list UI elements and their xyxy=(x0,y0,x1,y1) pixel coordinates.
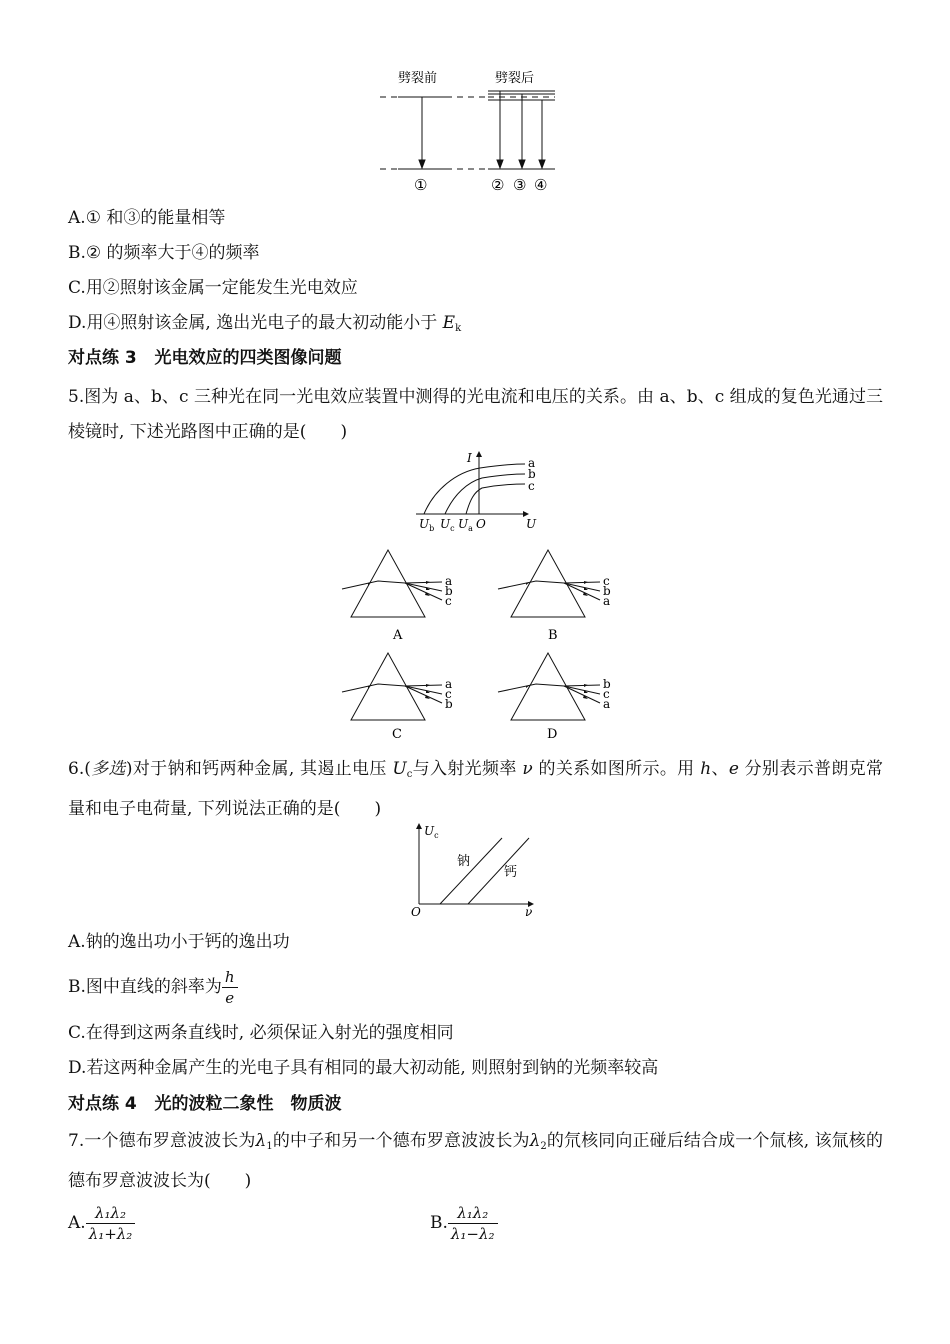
q5-curve-b xyxy=(445,474,525,514)
q6-uc-nu-graph xyxy=(405,820,545,920)
q5-prism-c xyxy=(338,648,463,748)
svg-text:c: c xyxy=(445,594,452,608)
section-3-heading: 对点练 3 光电效应的四类图像问题 xyxy=(68,348,342,368)
q5-x-label: U xyxy=(526,517,537,531)
q6-option-b: B.图中直线的斜率为 $\frac{h}{e}$ xyxy=(68,966,238,1008)
q6-label-calcium: 钙 xyxy=(504,865,518,880)
mark-4: ④ xyxy=(534,176,548,194)
q5-prism-caption-d: D xyxy=(547,727,558,742)
q5-curve-label-b: b xyxy=(528,467,536,481)
energy-level-figure xyxy=(370,62,560,197)
q6-y-label: $U_c$ xyxy=(424,824,439,840)
q4-option-d: D.用④照射该金属, 逸出光电子的最大初动能小于 $E_k$ xyxy=(68,313,462,334)
svg-text:b: b xyxy=(603,677,611,691)
svg-text:c: c xyxy=(603,574,610,588)
mark-3: ③ xyxy=(513,176,527,194)
svg-text:a: a xyxy=(445,574,453,588)
q6-stem: 6.(多选)对于钠和钙两种金属, 其遏止电压 $U_c$与入射光频率 ν 的关系如图所示。用 h、e 分别表示普朗克常量和电子电荷量, 下列说法正确的是( ) xyxy=(68,759,884,819)
q5-prism-a xyxy=(338,545,463,645)
q5-prism-b xyxy=(496,545,621,645)
q7-option-a: A. $\frac{\text{λ₁λ₂}}{\text{λ₁+λ₂}}$ xyxy=(68,1200,135,1246)
q6-option-a: A.钠的逸出功小于钙的逸出功 xyxy=(68,932,290,952)
q5-curve-a xyxy=(424,464,525,514)
q5-tick-ub: $U_b$ xyxy=(419,517,435,533)
q6-option-d: D.若这两种金属产生的光电子具有相同的最大初动能, 则照射到钠的光频率较高 xyxy=(68,1058,659,1078)
q7-option-b: B. $\frac{\text{λ₁λ₂}}{\text{λ₁−λ₂}}$ xyxy=(430,1200,498,1246)
q5-curve-label-a: a xyxy=(528,456,536,470)
svg-text:b: b xyxy=(603,584,611,598)
q5-stem: 5.图为 a、b、c 三种光在同一光电效应装置中测得的光电流和电压的关系。由 a、b、c 组成的复色光通过三棱镜时, 下述光路图中正确的是( ) xyxy=(68,387,883,442)
svg-text:b: b xyxy=(445,584,453,598)
q4-option-c: C.用②照射该金属一定能发生光电效应 xyxy=(68,278,358,298)
q5-origin: O xyxy=(476,517,486,531)
q5-prism-d xyxy=(496,648,621,748)
svg-text:a: a xyxy=(603,594,611,608)
q6-line-calcium xyxy=(468,838,529,904)
q5-y-label: I xyxy=(467,451,472,465)
q6-x-label: ν xyxy=(525,905,533,919)
q5-iu-graph xyxy=(410,450,550,535)
q7-stem: 7.一个德布罗意波波长为$\lambda_1$的中子和另一个德布罗意波波长为$\lambda_2$的氘核同向正碰后结合成一个氚核, 该氚核的德布罗意波波长为( ) xyxy=(68,1131,883,1191)
svg-text:a: a xyxy=(445,677,453,691)
svg-text:a: a xyxy=(603,697,611,711)
q4-option-a: A.① 和③的能量相等 xyxy=(68,208,226,228)
q5-prism-caption-b: B xyxy=(548,628,558,643)
q5-prism-caption-a: A xyxy=(393,628,403,643)
mark-1: ① xyxy=(414,176,428,194)
q5-curve-c xyxy=(466,484,525,514)
mark-2: ② xyxy=(491,176,505,194)
q6-line-sodium xyxy=(440,838,502,904)
q5-tick-ua: $U_a$ xyxy=(458,517,473,533)
svg-text:b: b xyxy=(445,697,453,711)
q6-origin: O xyxy=(411,905,421,919)
svg-text:c: c xyxy=(445,687,452,701)
svg-text:c: c xyxy=(603,687,610,701)
q5-curve-label-c: c xyxy=(528,479,535,493)
q5-tick-uc: $U_c$ xyxy=(440,517,455,533)
before-split-label: 劈裂前 xyxy=(398,71,438,86)
q5-prism-caption-c: C xyxy=(392,727,402,742)
q4-option-b: B.② 的频率大于④的频率 xyxy=(68,243,260,263)
section-4-heading: 对点练 4 光的波粒二象性 物质波 xyxy=(68,1094,342,1114)
after-split-label: 劈裂后 xyxy=(495,71,535,86)
q6-option-c: C.在得到这两条直线时, 必须保证入射光的强度相同 xyxy=(68,1023,454,1043)
q6-label-sodium: 钠 xyxy=(457,854,471,869)
